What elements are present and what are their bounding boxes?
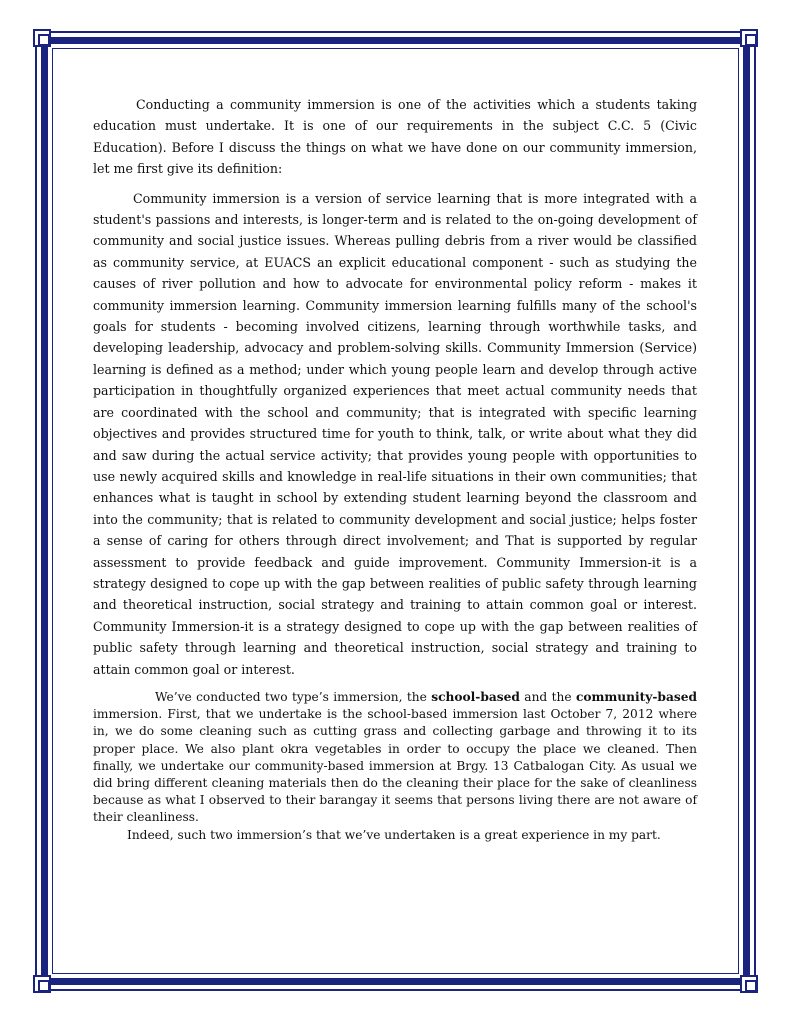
corner-ornament-bottom-right: [740, 975, 758, 993]
corner-ornament-top-right: [740, 29, 758, 47]
document-body: [93, 94, 697, 844]
paragraph-activities: [93, 689, 697, 827]
paragraph-definition: Community immersion is a version of service learning that is more integrated with a student's passions and interests, is longer-term and is related to the on-going development of community and social justice issues. Whereas pulling debris from a river would be classified as community service, at EUACS an explicit educational component - such as studying the causes of river pollution and how to advocate for environmental policy reform - makes it community immersion learning. Community immersion learning fulfills many of the school's goals for students - becoming involved citizens, learning through worthwhile tasks, and developing leadership, advocacy and problem-solving skills. Community Immersion (Service) learning is defined as a method; under which young people learn and develop through active participation in thoughtfully organized experiences that meet actual community needs that are coordinated with the school and community; that is integrated with specific learning objectives and provides structured time for youth to think, talk, or write about what they did and saw during the actual service activity; that provides young people with opportunities to use newly acquired skills and knowledge in real-life situations in their own communities; that enhances what is taught in school by extending student learning beyond the classroom and into the community; that is related to community development and social justice; helps foster a sense of caring for others through direct involvement; and That is supported by regular assessment to provide feedback and guide improvement. Community Immersion-it is a strategy designed to cope up with the gap between realities of public safety through learning and theoretical instruction, social strategy and training to attain common goal or interest. Community Immersion-it is a strategy designed to cope up with the gap between realities of public safety through learning and theoretical instruction, social strategy and training to attain common goal or interest.: [93, 190, 697, 677]
corner-ornament-top-left: [33, 29, 51, 47]
bold-community-based: community-based: [575, 689, 697, 704]
activities-mid: and the: [519, 689, 576, 704]
paragraph-intro: Conducting a community immersion is one of the activities which a students taking education must undertake. It is one of our requirements in the subject C.C. 5 (Civic Education). Before I discuss the things on what we have done on our community immersion, let me first give its definition:: [93, 97, 697, 177]
corner-ornament-bottom-left: [33, 975, 51, 993]
bold-school-based: school-based: [431, 689, 520, 704]
activities-rest: immersion. First, that we undertake is the school-based immersion last October 7, 2012 where in, we do some cleaning such as cutting grass and collecting garbage and throwing it to its proper place. We also plant okra vegetables in order to occupy the place we cleaned. Then finally, we undertake our community-based immersion at Brgy. 13 Catbalogan City. As usual we did bring different cleaning materials then do the cleaning their place for the sake of cleanliness because as what I observed to their barangay it seems that persons living there are not aware of their cleanliness.: [93, 707, 697, 825]
paragraph-conclusion: Indeed, such two immersion’s that we’ve undertaken is a great experience in my part.: [127, 827, 661, 842]
activities-intro: We’ve conducted two type’s immersion, the: [155, 689, 432, 704]
